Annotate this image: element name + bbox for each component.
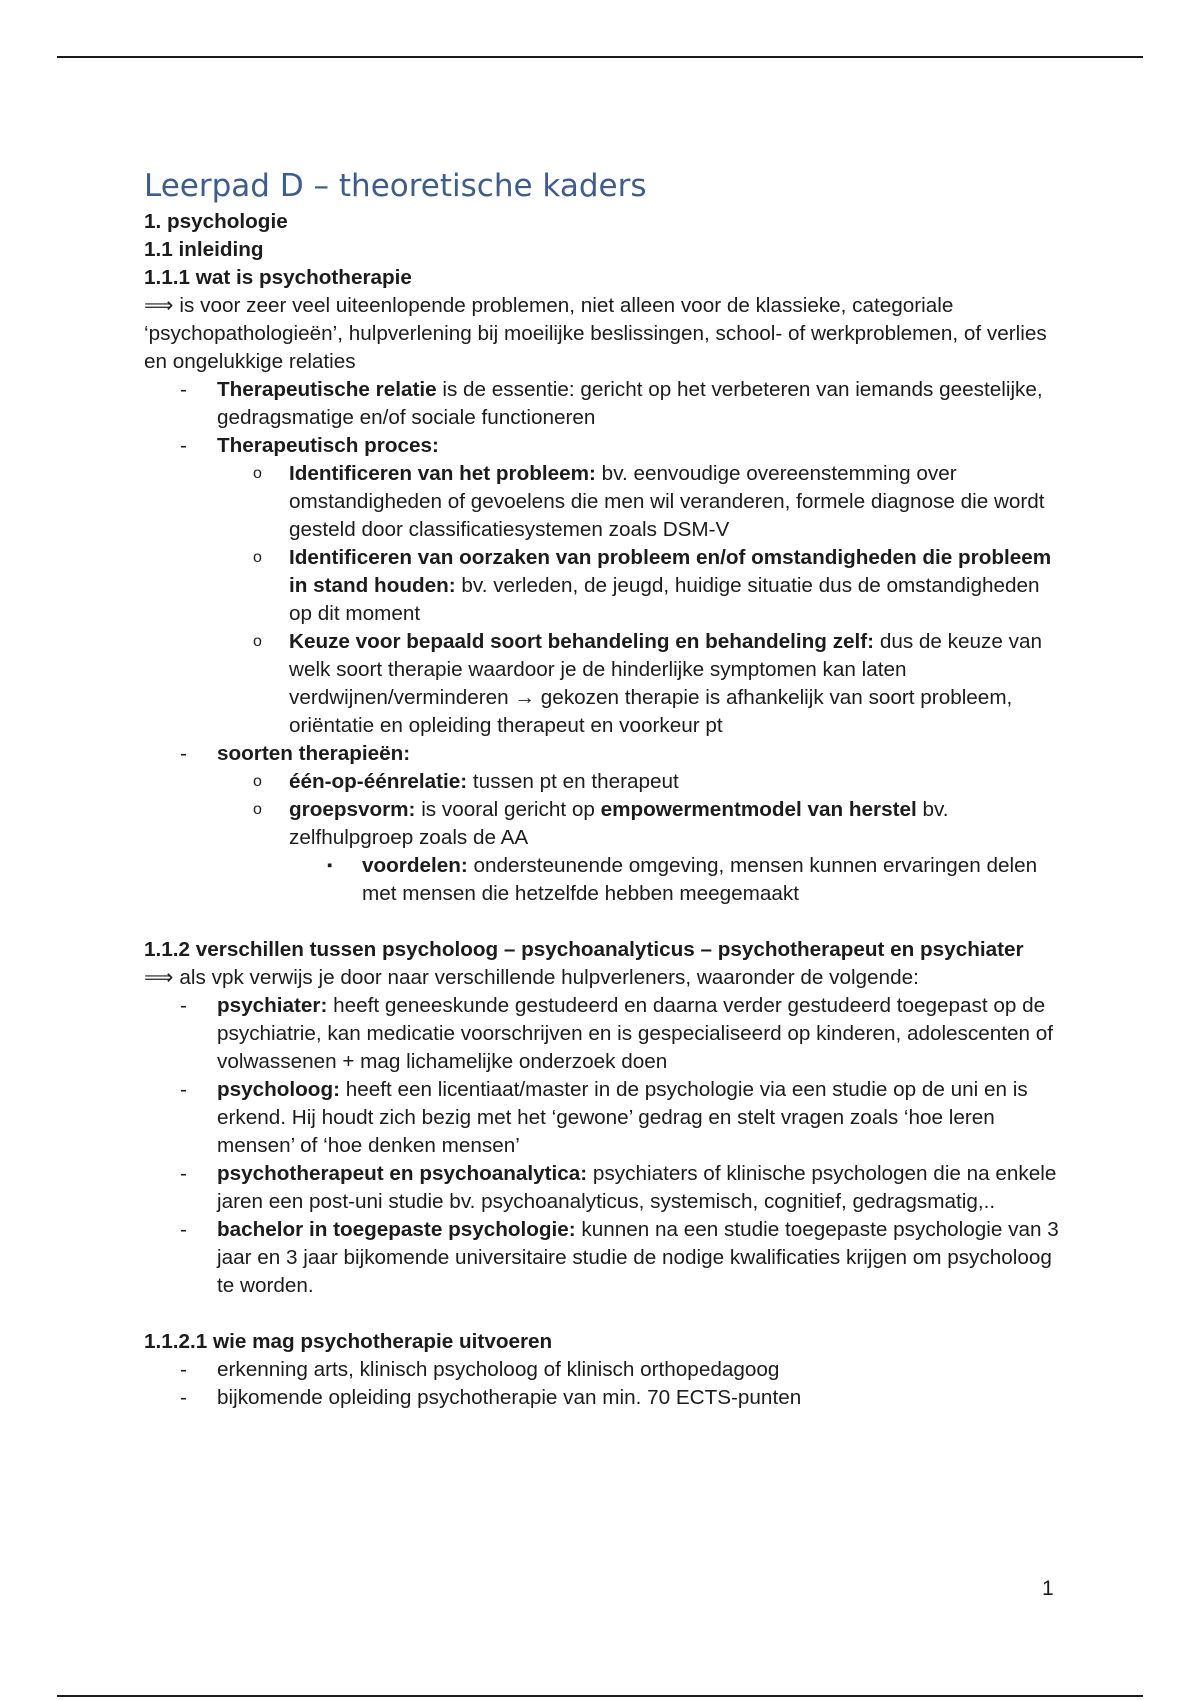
dash-bullet: - xyxy=(180,378,187,401)
dash-bullet: - xyxy=(180,434,187,457)
dash-bullet: - xyxy=(180,1078,187,1101)
list-item: - psychiater: heeft geneeskunde gestudeerd en daarna verder gestudeerd toegepast op de psychiatrie, kan medicatie voorschrijven en is gespecialiseerd op kinderen, adolescenten of volwassenen + mag lichamelijke onderzoek doen xyxy=(180,994,1054,1073)
circle-bullet: o xyxy=(253,549,262,566)
arrow-icon: ⟹ xyxy=(144,294,174,317)
list-item: - Therapeutisch proces: o Identificeren van het probleem: bv. eenvoudige overeenstemming over omstandigheden of gevoelens die men wil veranderen, formele diagnose die wordt gesteld door classificatiesystemen zoals DSM-V o Identificeren van oorzaken van probleem en/of omstandigheden die probleem in stand houden: bv. verleden, de jeugd, huidige situatie dus de omstandigheden op dit moment o Keuze voor bepaald soort behandeling en behandeling zelf: dus de keuze van welk soort therapie waardoor je de hinderlijke symptomen kan laten verdwijnen/verminderen → gekozen therapie is afhankelijk van soort probleem, oriëntatie en opleiding therapeut en voorkeur pt xyxy=(144,432,1064,740)
document-title: Leerpad D – theoretische kaders xyxy=(144,168,647,204)
verschillen-intro: ⟹ als vpk verwijs je door naar verschillende hulpverleners, waaronder de volgende: xyxy=(144,966,919,989)
hulpverleners-list xyxy=(144,992,1064,1300)
list-item: ▪ voordelen: ondersteunende omgeving, mensen kunnen ervaringen delen met mensen die hetzelfde hebben meegemaakt xyxy=(327,854,1038,905)
footer-rule xyxy=(57,1695,1143,1697)
heading-wie-mag: 1.1.2.1 wie mag psychotherapie uitvoeren xyxy=(144,1330,553,1353)
proces-sublist xyxy=(217,460,1064,740)
dash-bullet: - xyxy=(180,1218,187,1241)
list-item: o Identificeren van oorzaken van probleem en/of omstandigheden die probleem in stand houden: bv. verleden, de jeugd, huidige situatie dus de omstandigheden op dit moment xyxy=(253,546,1052,625)
dash-bullet: - xyxy=(180,1386,187,1409)
dash-bullet: - xyxy=(180,1358,187,1381)
dash-bullet: - xyxy=(180,742,187,765)
heading-psychologie: 1. psychologie xyxy=(144,210,288,233)
page-number: 1 xyxy=(1042,1577,1054,1600)
list-item: - erkenning arts, klinisch psycholoog of klinisch orthopedagoog xyxy=(144,1356,1064,1384)
heading-wat-is-psychotherapie: 1.1.1 wat is psychotherapie xyxy=(144,266,412,289)
dash-bullet: - xyxy=(180,994,187,1017)
list-item: - bijkomende opleiding psychotherapie van min. 70 ECTS-punten xyxy=(144,1384,1064,1412)
list-item: o groepsvorm: is vooral gericht op empowermentmodel van herstel bv. zelfhulpgroep zoals de AA ▪ voordelen: ondersteunende omgeving, mensen kunnen ervaringen delen met mensen die hetzelfde hebben meegemaakt xyxy=(217,796,1064,908)
intro-paragraph: ⟹ is voor zeer veel uiteenlopende problemen, niet alleen voor de klassieke, categoriale ‘psychopathologieën’, hulpverlening bij moeilijke beslissingen, school- of werkproblemen, of verlies en ongelukkige relaties xyxy=(144,294,1047,373)
soorten-sublist xyxy=(217,768,1064,908)
circle-bullet: o xyxy=(253,465,262,482)
list-item: - soorten therapieën: o één-op-éénrelatie: tussen pt en therapeut o groepsvorm: is vooral gericht op empowermentmodel van herstel bv. zelfhulpgroep zoals de AA ▪ voordelen: ondersteunende omgeving, mensen kunnen ervaringen delen met mensen die hetzelfde hebben meegemaakt xyxy=(144,740,1064,908)
psychotherapie-list xyxy=(144,376,1064,908)
circle-bullet: o xyxy=(253,773,262,790)
list-item: - bachelor in toegepaste psychologie: kunnen na een studie toegepaste psychologie van 3 jaar en 3 jaar bijkomende universitaire studie de nodige kwalificaties krijgen om psycholoog te worden. xyxy=(180,1218,1059,1297)
circle-bullet: o xyxy=(253,801,262,818)
heading-verschillen: 1.1.2 verschillen tussen psycholoog – psychoanalyticus – psychotherapeut en psychiater xyxy=(144,938,1024,961)
dash-bullet: - xyxy=(180,1162,187,1185)
document-page xyxy=(144,168,1064,1412)
arrow-icon: ⟹ xyxy=(144,966,174,989)
list-item: o één-op-éénrelatie: tussen pt en therapeut xyxy=(217,768,1064,796)
list-item: - Therapeutische relatie is de essentie: gericht op het verbeteren van iemands geestelijke, gedragsmatige en/of sociale functioneren xyxy=(180,378,1043,429)
list-item: o Identificeren van het probleem: bv. eenvoudige overeenstemming over omstandigheden of gevoelens die men wil veranderen, formele diagnose die wordt gesteld door classificatiesystemen zoals DSM-V xyxy=(253,462,1045,541)
circle-bullet: o xyxy=(253,633,262,650)
square-bullet: ▪ xyxy=(327,857,333,874)
list-item: - psycholoog: heeft een licentiaat/master in de psychologie via een studie op de uni en is erkend. Hij houdt zich bezig met het ‘gewone’ gedrag en stelt vragen zoals ‘hoe leren mensen’ of ‘hoe denken mensen’ xyxy=(180,1078,1028,1157)
heading-inleiding: 1.1 inleiding xyxy=(144,238,264,261)
voorwaarden-list xyxy=(144,1356,1064,1412)
groep-sublist xyxy=(289,852,1064,908)
header-rule xyxy=(57,56,1143,58)
list-item: - psychotherapeut en psychoanalytica: psychiaters of klinische psychologen die na enkele jaren een post-uni studie bv. psychoanalyticus, systemisch, cognitief, gedragsmatig,.. xyxy=(180,1162,1057,1213)
list-item: o Keuze voor bepaald soort behandeling en behandeling zelf: dus de keuze van welk soort therapie waardoor je de hinderlijke symptomen kan laten verdwijnen/verminderen → gekozen therapie is afhankelijk van soort probleem, oriëntatie en opleiding therapeut en voorkeur pt xyxy=(253,630,1042,737)
